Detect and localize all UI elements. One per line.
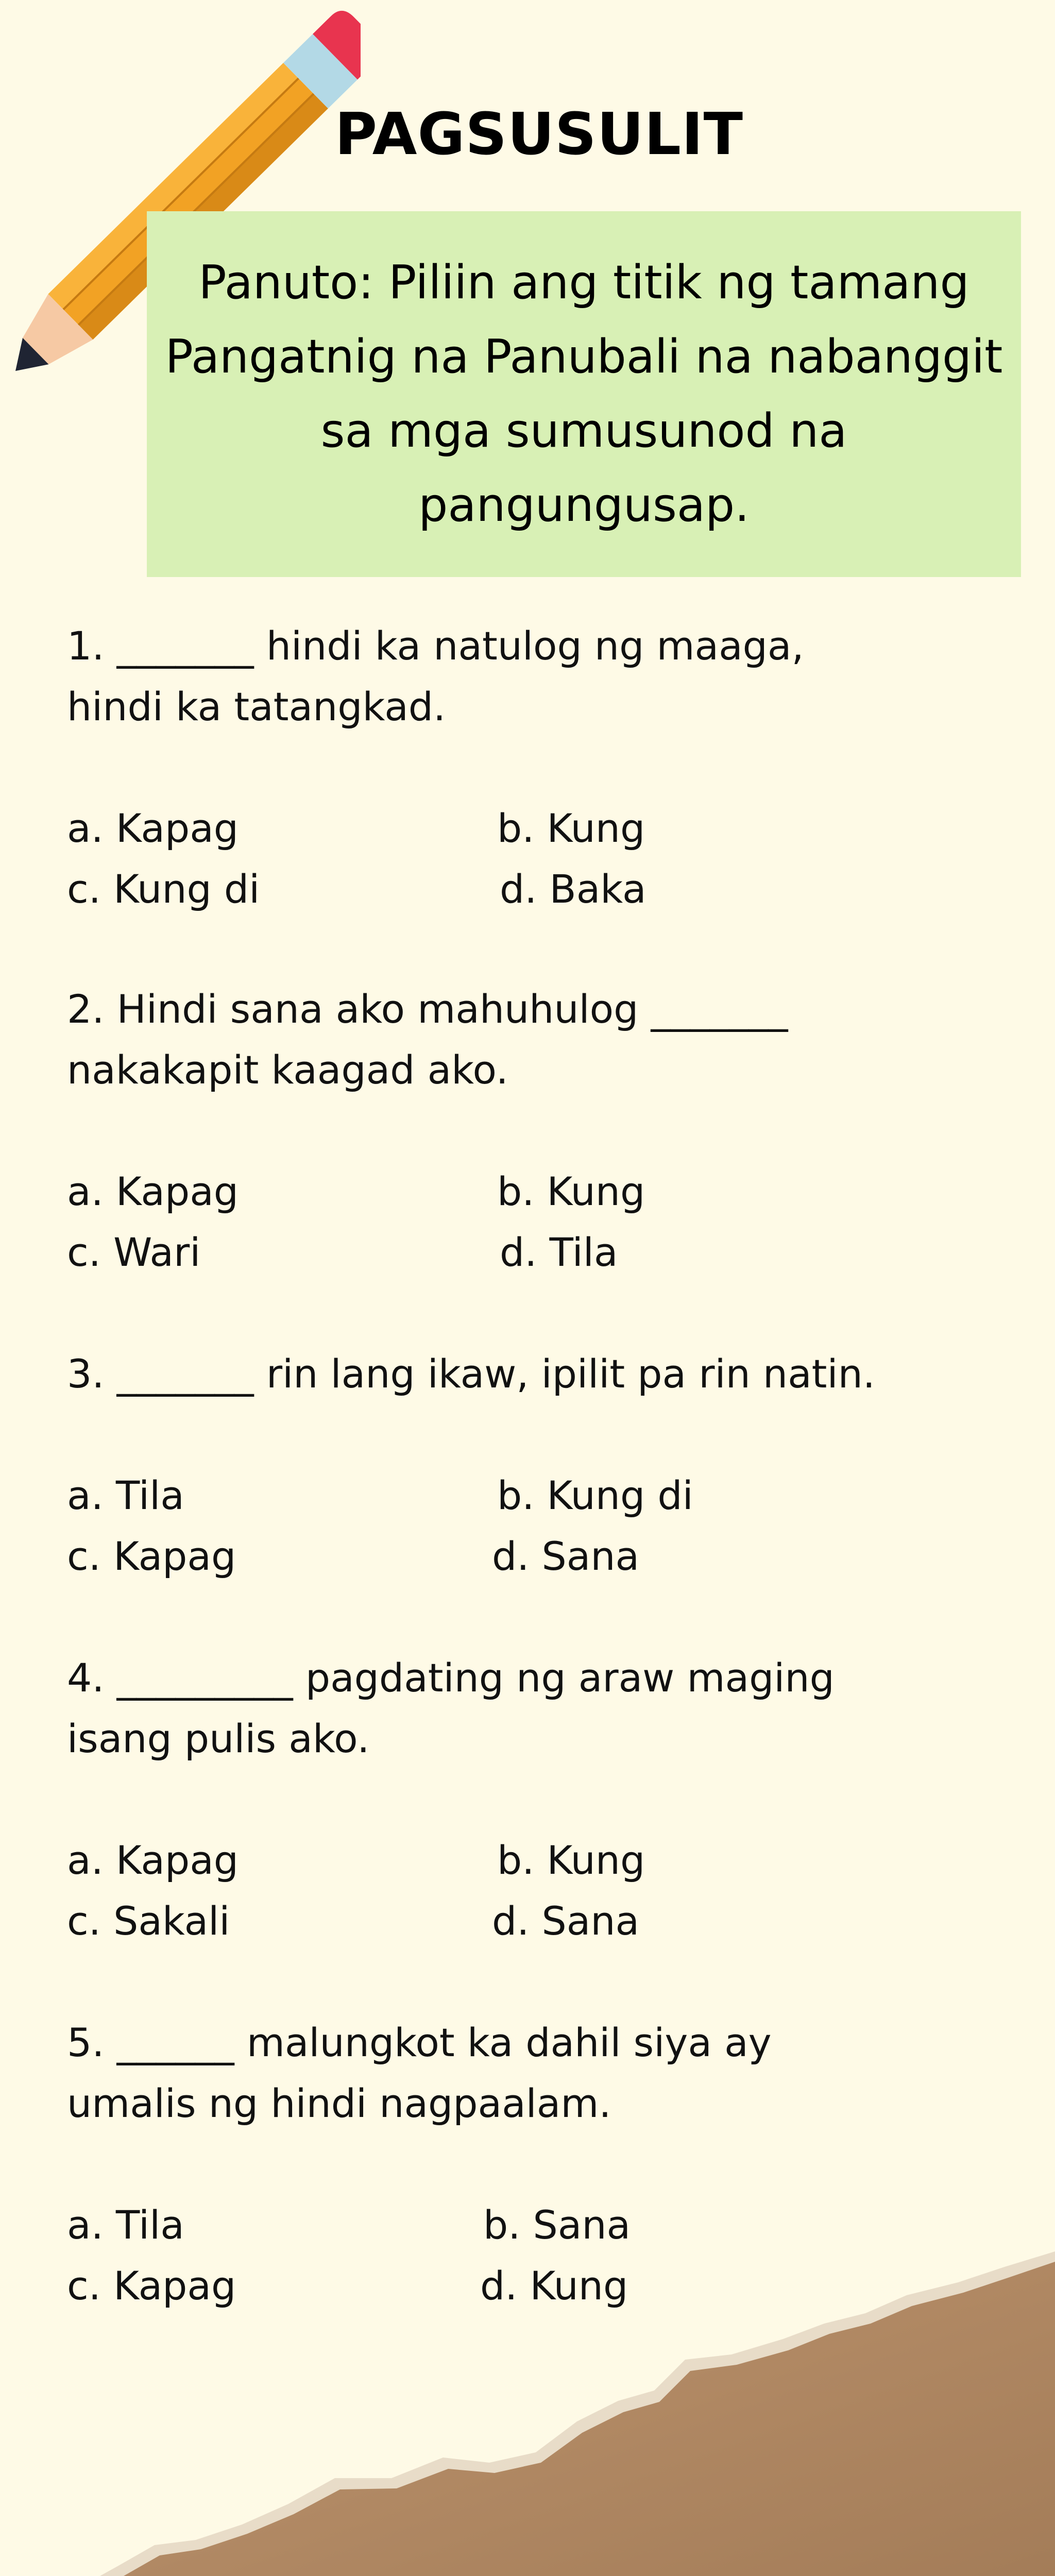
- option-d: d. Tila: [500, 1229, 618, 1275]
- option-c: c. Kapag: [67, 2263, 236, 2309]
- torn-paper-decoration: [0, 2236, 1055, 2576]
- option-a: a. Kapag: [67, 1168, 239, 1214]
- option-b: b. Kung di: [497, 1472, 693, 1518]
- option-row: [67, 1526, 994, 1587]
- option-a: a. Kapag: [67, 1837, 239, 1883]
- option-c: c. Kapag: [67, 1533, 236, 1579]
- question-text: nakakapit kaagad ako.: [67, 1047, 508, 1093]
- question-3: [67, 1344, 994, 1587]
- option-row: [67, 798, 994, 859]
- question-text: umalis ng hindi nagpaalam.: [67, 2080, 611, 2126]
- option-d: d. Baka: [500, 866, 646, 912]
- question-text: 2. Hindi sana ako mahuhulog _______: [67, 986, 788, 1032]
- option-a: a. Kapag: [67, 805, 239, 851]
- option-c: c. Kung di: [67, 866, 260, 912]
- option-c: c. Wari: [67, 1229, 201, 1275]
- option-d: d. Sana: [492, 1898, 640, 1944]
- option-row: [67, 859, 994, 920]
- option-d: d. Kung: [480, 2263, 628, 2309]
- question-2: [67, 979, 994, 1283]
- option-b: b. Kung: [497, 1837, 645, 1883]
- option-row: [67, 1891, 994, 1952]
- question-text: 3. _______ rin lang ikaw, ipilit pa rin natin.: [67, 1351, 875, 1397]
- page-title: PAGSUSULIT: [335, 101, 744, 168]
- option-row: [67, 1465, 994, 1526]
- option-row: [67, 1830, 994, 1891]
- instruction-text: Panuto: Piliin ang titik ng tamang Pangatnig na Panubali na nabanggit sa mga sumusunod na pangungusap.: [165, 256, 1003, 532]
- question-text: 1. _______ hindi ka natulog ng maaga,: [67, 623, 804, 669]
- option-b: b. Sana: [483, 2202, 631, 2248]
- question-text: 5. ______ malungkot ka dahil siya ay: [67, 2020, 772, 2065]
- option-b: b. Kung: [497, 1168, 645, 1214]
- option-a: a. Tila: [67, 2202, 184, 2248]
- option-a: a. Tila: [67, 1472, 184, 1518]
- question-text: hindi ka tatangkad.: [67, 684, 446, 730]
- option-c: c. Sakali: [67, 1898, 230, 1944]
- instruction-box: [147, 211, 1021, 577]
- question-text: isang pulis ako.: [67, 1716, 370, 1761]
- question-1: [67, 616, 994, 920]
- question-4: [67, 1648, 994, 1952]
- option-d: d. Sana: [492, 1533, 640, 1579]
- option-row: [67, 1161, 994, 1222]
- option-b: b. Kung: [497, 805, 645, 851]
- question-text: 4. _________ pagdating ng araw maging: [67, 1655, 835, 1701]
- option-row: [67, 1222, 994, 1283]
